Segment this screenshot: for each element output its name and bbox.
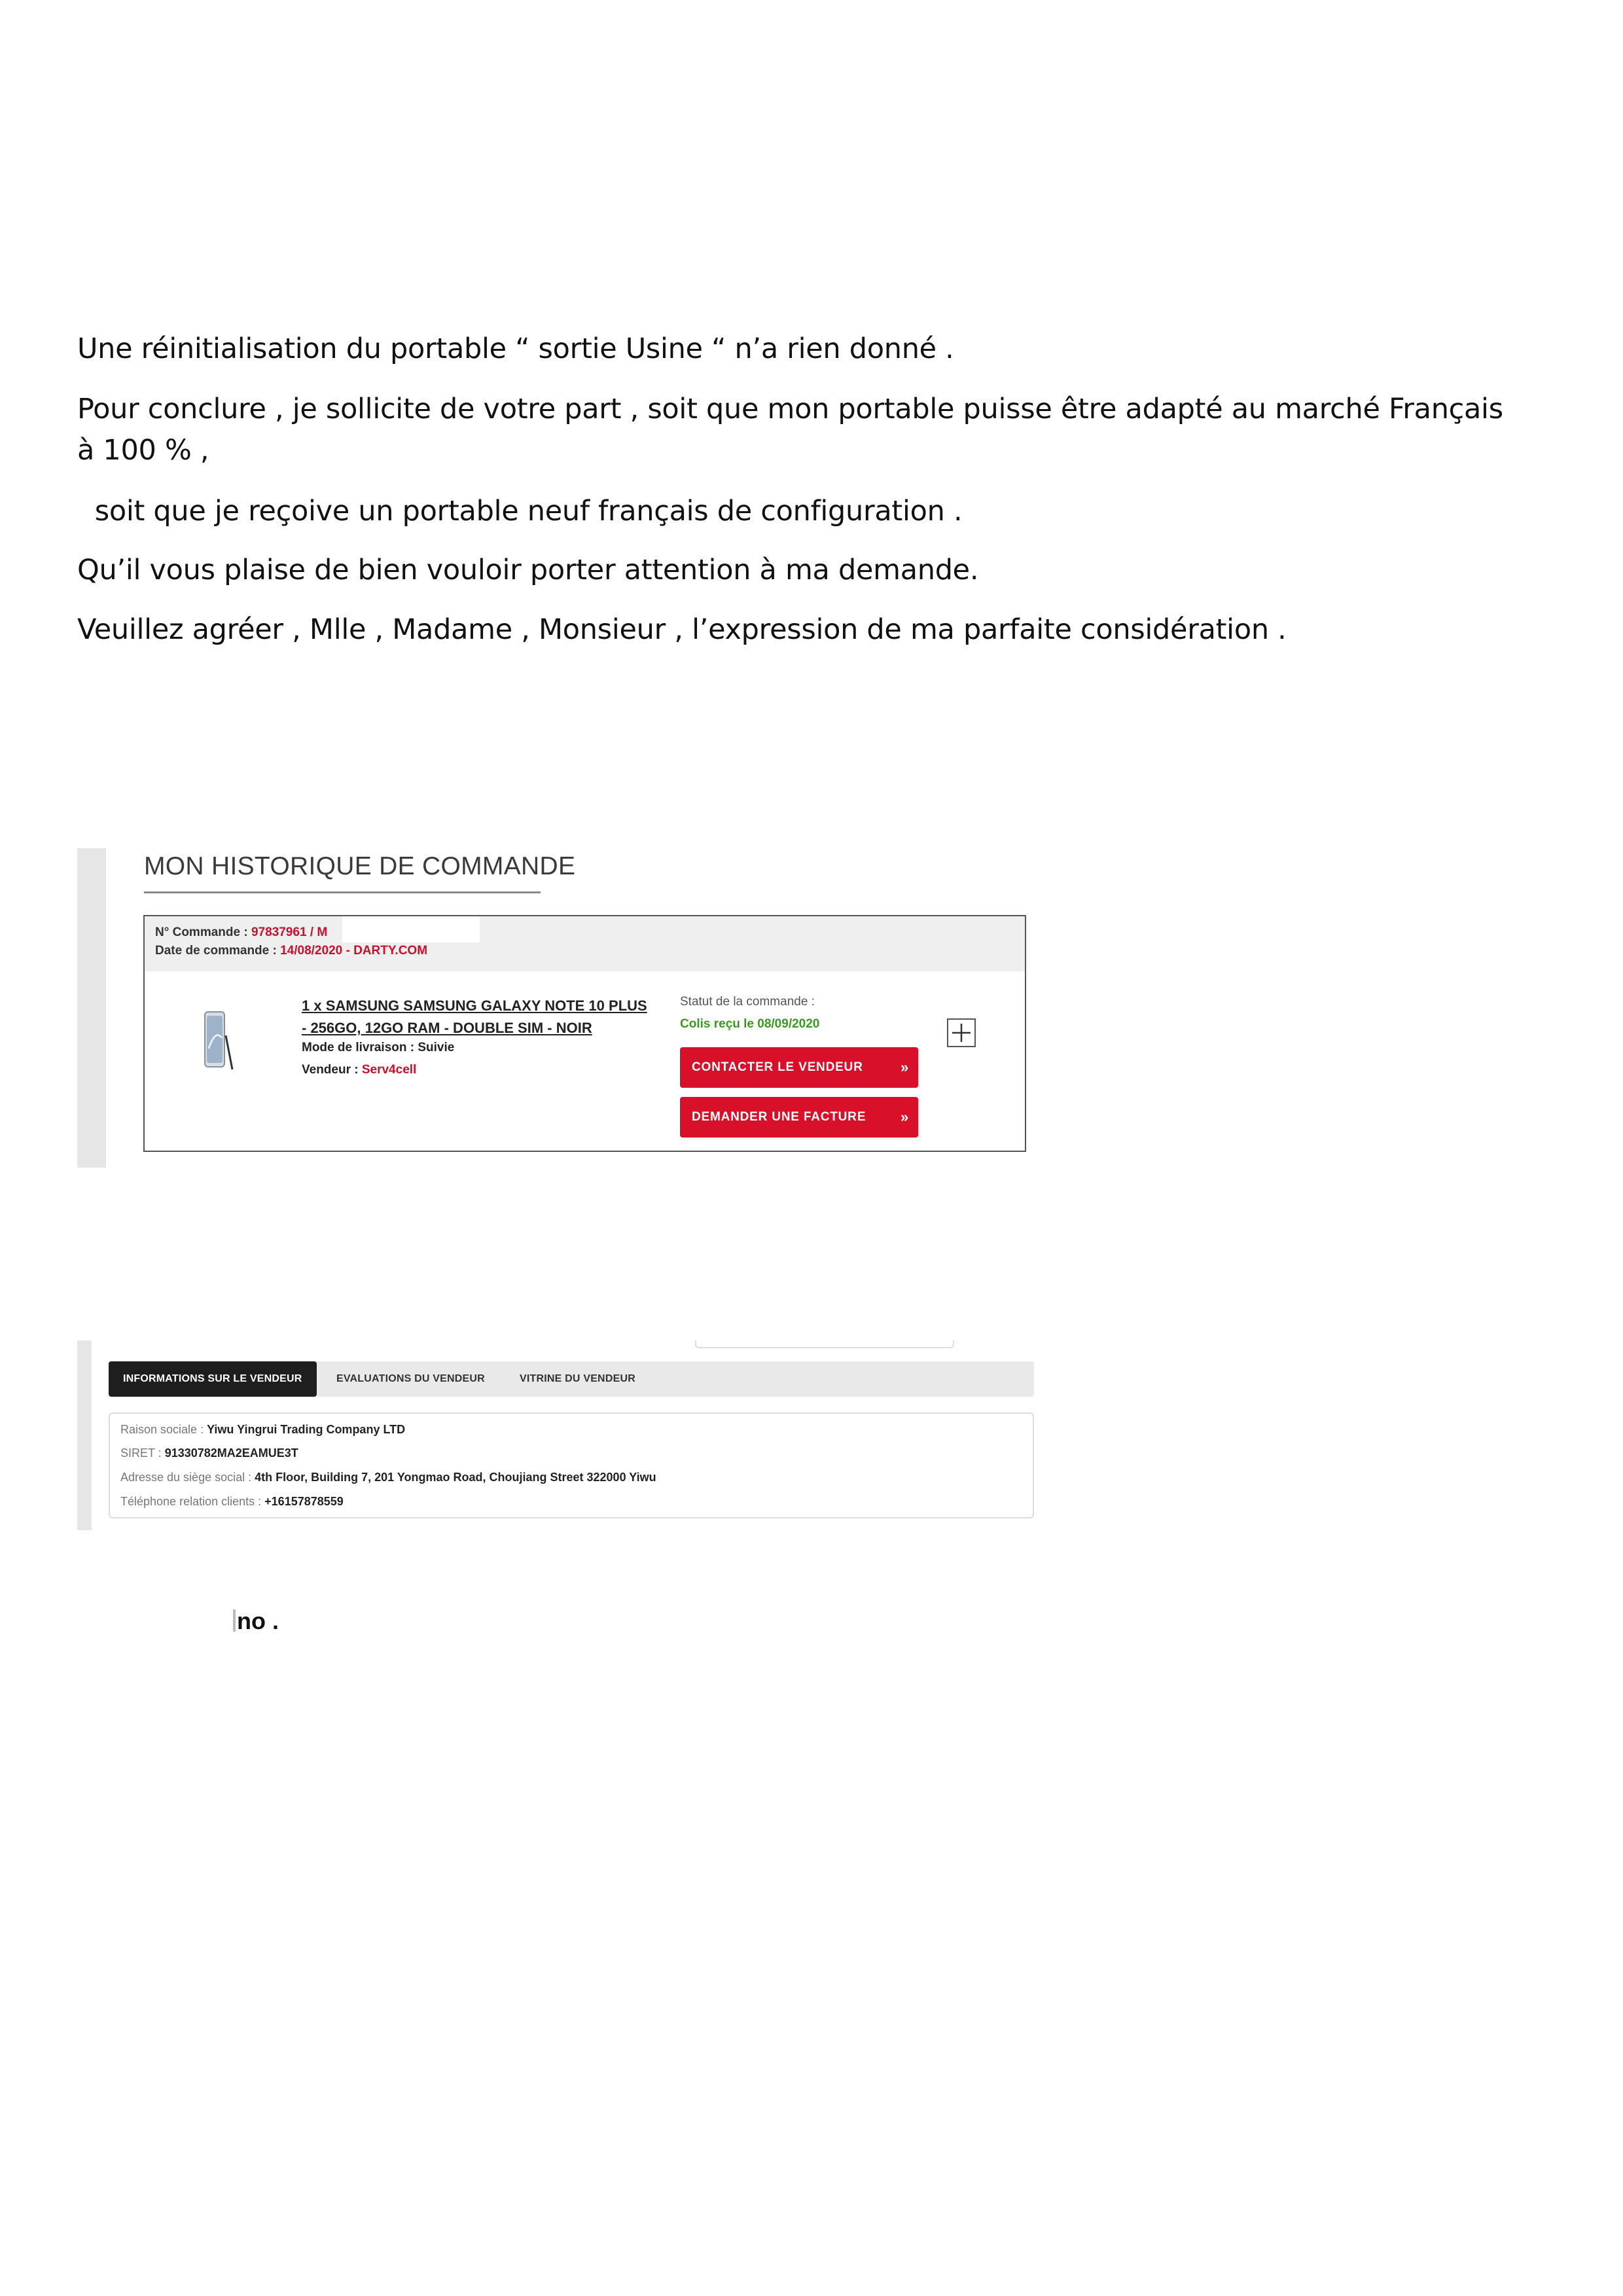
tab-vendor-ratings[interactable]: EVALUATIONS DU VENDEUR [336,1373,485,1384]
tab-vendor-info[interactable]: INFORMATIONS SUR LE VENDEUR [109,1361,317,1397]
status-label: Statut de la commande : [680,995,815,1009]
contact-seller-button[interactable]: CONTACTER LE VENDEUR » [680,1047,918,1088]
tab-vendor-shop[interactable]: VITRINE DU VENDEUR [520,1373,635,1384]
vendor-tabs [109,1361,1034,1397]
phone-image [202,1009,234,1072]
letter-paragraph-3: soit que je reçoive un portable neuf français de configuration . [77,495,963,528]
redaction-mask [342,916,480,942]
stray-text: no . [233,1607,279,1635]
letter-paragraph-1: Une réinitialisation du portable “ sortie Usine “ n’a rien donné . [77,332,954,365]
order-history-title: MON HISTORIQUE DE COMMANDE [144,852,576,880]
order-card [143,915,1026,1152]
letter-paragraph-5: Veuillez agréer , Mlle , Madame , Monsieur , l’expression de ma parfaite considération . [77,613,1287,646]
plus-icon [948,1020,974,1046]
seller-link[interactable]: Serv4cell [361,1063,417,1077]
left-gray-bar [77,848,106,1168]
delivery-mode: Mode de livraison : Suivie [302,1041,455,1054]
vendor-info-box [109,1412,1034,1518]
order-history-screenshot [77,848,1033,1168]
seller-line: Vendeur : Serv4cell [302,1063,417,1077]
letter-paragraph-4: Qu’il vous plaise de bien vouloir porter attention à ma demande. [77,554,979,586]
text-cursor [233,1609,236,1632]
order-date: Date de commande : 14/08/2020 - DARTY.COM [155,944,428,958]
card-edge [695,1340,954,1348]
request-invoice-button[interactable]: DEMANDER UNE FACTURE » [680,1097,918,1138]
expand-plus-button[interactable] [947,1018,976,1047]
order-number: N° Commande : 97837961 / M [155,925,328,939]
left-gray-bar [77,1340,92,1530]
siret: SIRET : 91330782MA2EAMUE3T [120,1446,298,1460]
head-office-address: Adresse du siège social : 4th Floor, Building 7, 201 Yongmao Road, Choujiang Street 322000 Yiwu [120,1471,656,1484]
title-underline [144,891,541,893]
status-value: Colis reçu le 08/09/2020 [680,1017,820,1031]
order-header [145,916,1025,971]
chevron-right-icon: » [900,1109,909,1125]
product-title-link[interactable]: 1 x SAMSUNG SAMSUNG GALAXY NOTE 10 PLUS - 256GO, 12GO RAM - DOUBLE SIM - NOIR [302,997,647,1036]
chevron-right-icon: » [900,1059,909,1075]
vendor-info-screenshot [77,1340,1039,1537]
company-name: Raison sociale : Yiwu Yingrui Trading Company LTD [120,1423,406,1436]
customer-phone: Téléphone relation clients : +16157878559 [120,1495,344,1508]
letter-paragraph-2: Pour conclure , je sollicite de votre part , soit que mon portable puisse être adapté au marché Français à 100 % , [77,393,1503,467]
